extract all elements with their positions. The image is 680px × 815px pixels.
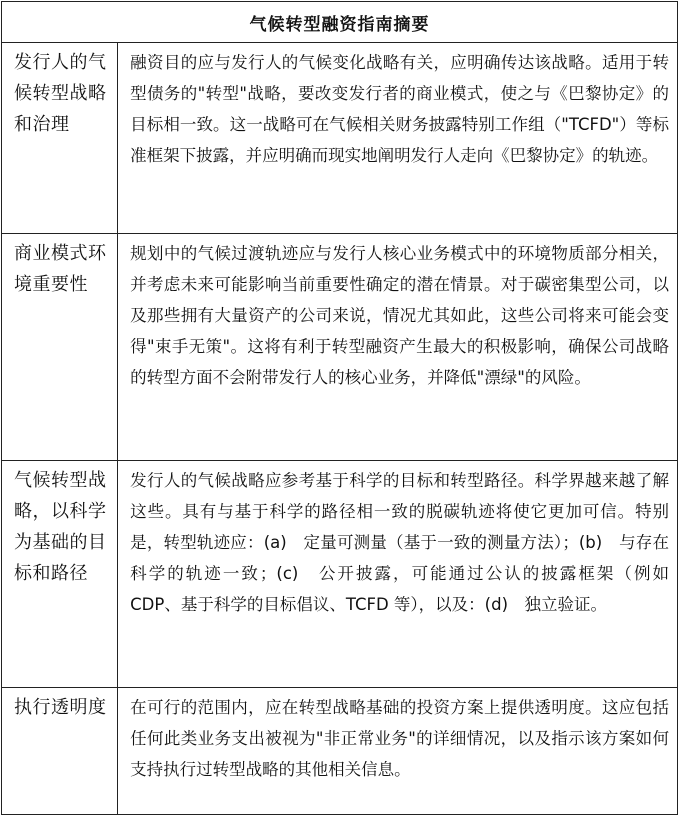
climate-transition-finance-table: [1, 1, 678, 815]
row-description-materiality: 规划中的气候过渡轨迹应与发行人核心业务模式中的环境物质部分相关，并考虑未来可能影响当前重要性确定的潜在情景。对于碳密集型公司，以及那些拥有大量资产的公司来说，情况尤其如此，这些公司将来可能会变得"束手无策"。这将有利于转型融资产生最大的积极影响，确保公司战略的转型方面不会附带发行人的核心业务，并降低"漂绿"的风险。: [118, 234, 678, 461]
row-heading-materiality: 商业模式环境重要性: [2, 234, 118, 461]
row-description-transparency: 在可行的范围内，应在转型战略基础的投资方案上提供透明度。这应包括任何此类业务支出被视为"非正常业务"的详细情况，以及指示该方案如何支持执行过转型战略的其他相关信息。: [118, 688, 678, 815]
table-row: [2, 43, 678, 234]
row-heading-science-based: 气候转型战略，以科学为基础的目标和路径: [2, 461, 118, 688]
table-row: [2, 461, 678, 688]
row-heading-issuer-strategy: 发行人的气候转型战略和治理: [2, 43, 118, 234]
table-title-row: [2, 2, 678, 43]
table-row: [2, 234, 678, 461]
row-description-science-based: 发行人的气候战略应参考基于科学的目标和转型路径。科学界越来越了解这些。具有与基于科学的路径相一致的脱碳轨迹将使它更加可信。特别是，转型轨迹应：(a) 定量可测量（基于一致的测量方法）；(b) 与存在科学的轨迹一致；(c) 公开披露，可能通过公认的披露框架（例如 CDP、基于科学的目标倡议、TCFD 等），以及：(d) 独立验证。: [118, 461, 678, 688]
row-description-issuer-strategy: 融资目的应与发行人的气候变化战略有关，应明确传达该战略。适用于转型债务的"转型"战略，要改变发行者的商业模式，使之与《巴黎协定》的目标相一致。这一战略可在气候相关财务披露特别工作组（"TCFD"）等标准框架下披露，并应明确而现实地阐明发行人走向《巴黎协定》的轨迹。: [118, 43, 678, 234]
table-title: 气候转型融资指南摘要: [2, 2, 678, 43]
row-heading-transparency: 执行透明度: [2, 688, 118, 815]
table-row: [2, 688, 678, 815]
